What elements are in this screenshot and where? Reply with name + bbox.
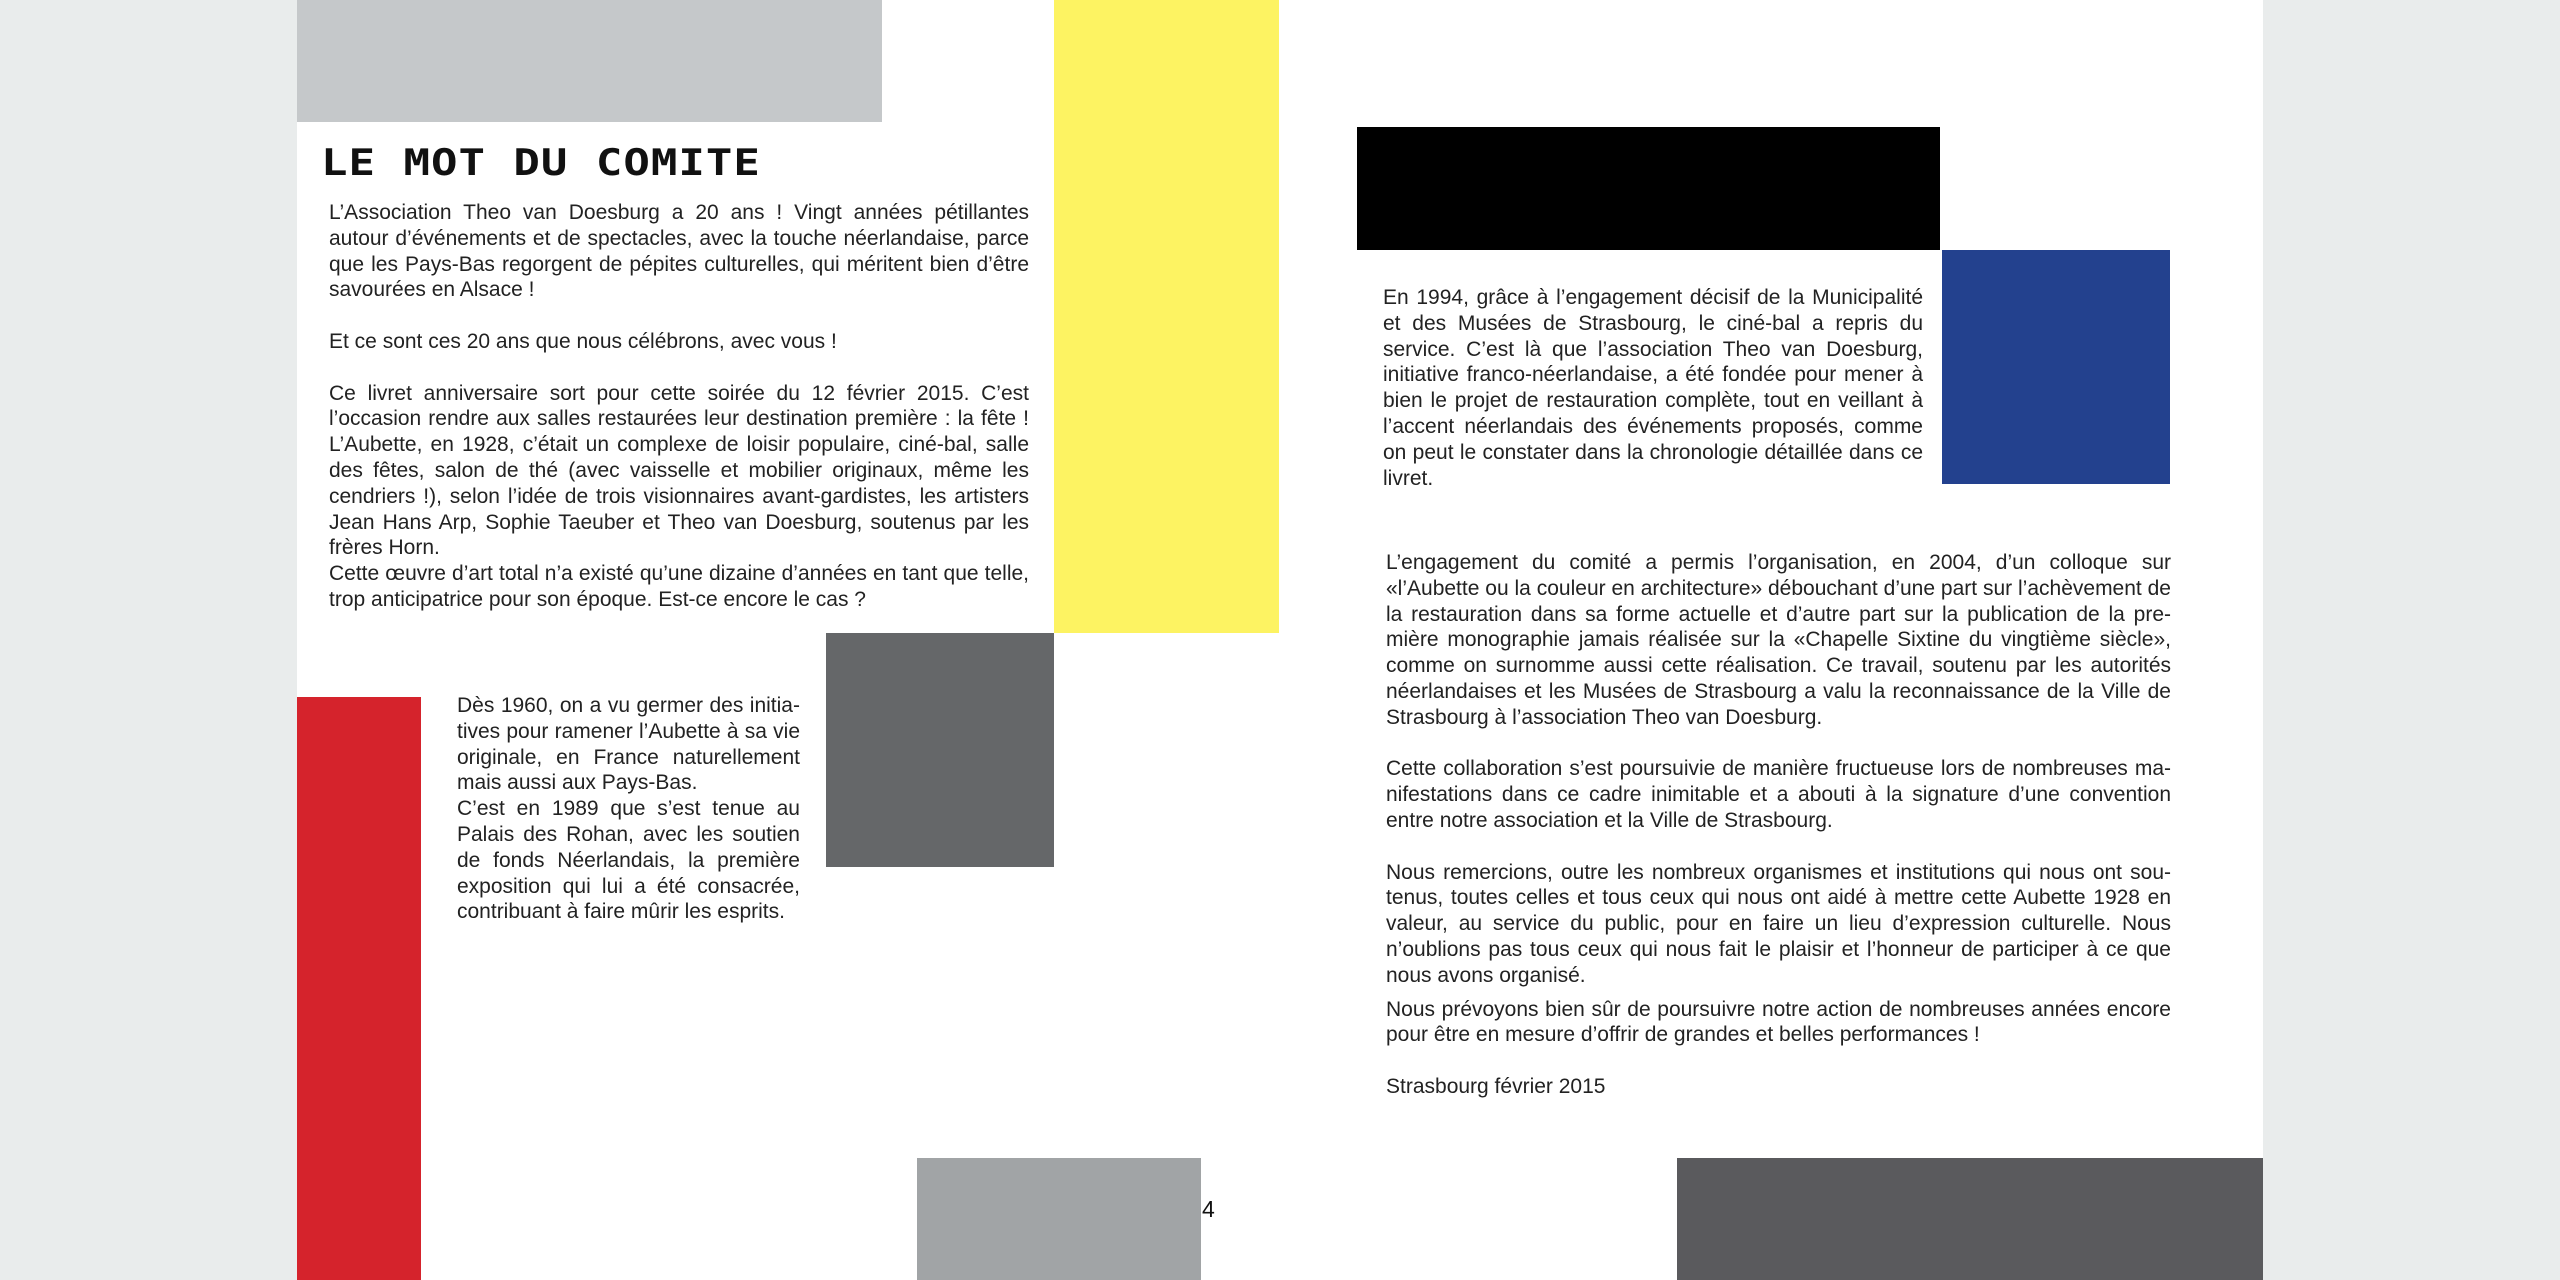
intro-paragraph-4: Cette œuvre d’art total n’a existé qu’une dizaine d’années en tant que telle, trop anticipatrice pour son époque. Est-ce encore le cas ? [329,562,1029,611]
history-paragraph-1: Dès 1960, on a vu germer des initiatives pour ramener l’Aubette à sa vie originale, en France naturellement mais aussi aux Pays-Bas. [457,694,800,795]
gray-bottom-right-block [1677,1158,2263,1280]
red-block [297,697,421,1280]
booklet-spread [297,0,2263,1280]
yellow-block [1054,0,1279,633]
engagement-paragraph: L’engagement du comité a permis l’organisation, en 2004, d’un colloque sur «l’Aubette ou la couleur en architecture» débouchant d’une part sur l’achèvement de la restauration dans sa forme actuelle et d’autre part sur la publication de la première monographie jamais réalisée sur la «Chapelle Sixtine du vingtième siècle», comme on surnomme aussi cette réalisation. Ce travail, soutenu par les autorités néerlandaises et les Musées de Strasbourg a valu la reconnaissance de la Ville de Strasbourg à l’association Theo van Doesburg. [1386,551,2171,729]
signature: Strasbourg février 2015 [1386,1074,1606,1098]
committee-text [1386,550,2171,1100]
intro-paragraph-3: Ce livret anniversaire sort pour cette soirée du 12 février 2015. C’est l’occasion rendre aux salles restaurées leur destination première : la fête ! L’Aubette, en 1928, c’était un complexe de loisir populaire, ciné-bal, salle des fêtes, salon de thé (avec vaisselle et mobilier originaux, même les cendriers !), selon l’idée de trois visionnaires avant-gardistes, les artisters Jean Hans Arp, Sophie Taeuber et Theo van Doesburg, soutenus par les frères Horn. [329,381,1029,560]
future-paragraph: Nous prévoyons bien sûr de poursuivre notre action de nombreuses années encore pour être en mesure d’offrir de grandes et belles performances ! [1386,997,2171,1047]
paragraph-1994: En 1994, grâce à l’engagement décisif de la Municipalité et des Musées de Strasbourg, le ciné-bal a repris du service. C’est là que l’association Theo van Doesburg, initiative franco-néerlandaise, a été fondée pour mener à bien le projet de restauration complète, tout en veillant à l’accent néerlandais des événements proposés, comme on peut le constater dans la chronologie détaillée dans ce livret. [1383,286,1923,490]
black-block [1357,127,1940,250]
intro-paragraph-1: L’Association Theo van Doesburg a 20 ans ! Vingt années pétillantes autour d’événements et de spectacles, avec la touche néerlandaise, parce que les Pays-Bas regorgent de pépites culturelles, qui méritent bien d’être savourées en Alsace ! [329,201,1029,302]
collaboration-paragraph: Cette collaboration s’est poursuivie de manière fructueuse lors de nombreuses manifestations dans ce cadre inimitable et a abouti à la signature d’une convention entre notre association et la Ville de Strasbourg. [1386,757,2171,832]
thanks-paragraph: Nous remercions, outre les nombreux organismes et institutions qui nous ont soutenus, toutes celles et tous ceux qui nous ont aidé à mettre cette Aubette 1928 en valeur, au service du public, pour en faire un lieu d’expression culturelle. Nous n’oublions pas tous ceux qui nous fait le plaisir et l’honneur de participer à ce que nous avons organisé. [1386,860,2171,987]
history-paragraph-2: C’est en 1989 que s’est tenue au Palais des Rohan, avec les soutien de fonds Néerlandais, la première exposition qui lui a été consacrée, contribuant à faire mûrir les esprits. [457,797,800,924]
blue-block [1942,250,2170,484]
gray-dark-block [826,633,1054,867]
gray-light-block [297,0,882,122]
text-1994 [1383,285,1923,491]
page-title: LE MOT DU COMITE [321,142,761,184]
intro-text [329,200,1029,613]
intro-paragraph-2: Et ce sont ces 20 ans que nous célébrons, avec vous ! [329,329,837,353]
gray-bottom-left-block [917,1158,1201,1280]
history-text [457,693,800,925]
page-number: 4 [1202,1196,1215,1222]
